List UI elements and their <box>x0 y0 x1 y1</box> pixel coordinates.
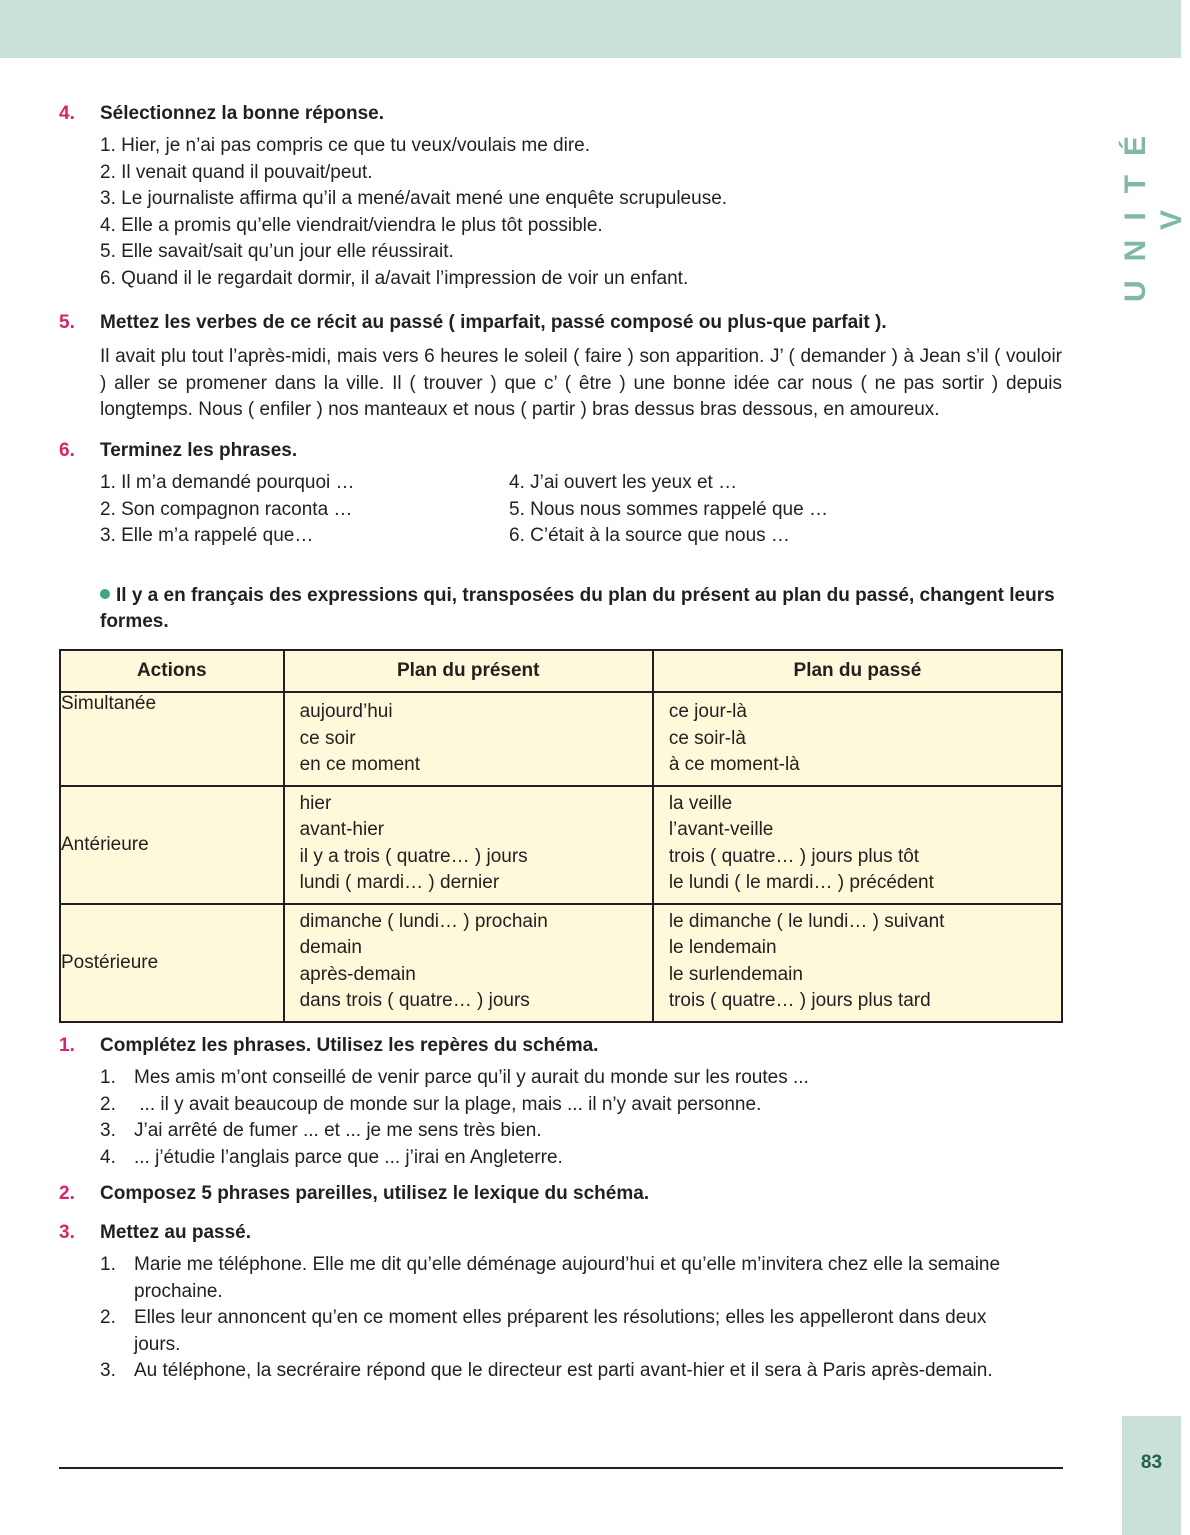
expression: dimanche ( lundi… ) prochain <box>299 910 548 932</box>
expression: le lendemain <box>668 937 777 958</box>
sentence: 3. Elle m’a rappelé que… <box>100 525 314 546</box>
exercise-compose-sentences <box>59 1183 1069 1209</box>
column-header: Actions <box>60 650 284 692</box>
expression: trois ( quatre… ) jours plus tard <box>668 990 931 1011</box>
action-cell: Simultanée <box>60 692 284 786</box>
item-text: J’ai arrêté de fumer ... et ... je me sens très bien. <box>134 1120 542 1141</box>
item-number: 4. <box>100 1146 116 1168</box>
exercise-title: Sélectionnez la bonne réponse. <box>100 103 385 124</box>
sentence: 1. Hier, je n’ai pas compris ce que tu veux/voulais me dire. <box>100 135 591 156</box>
expression: avant-hier <box>299 819 385 840</box>
list-item <box>100 1305 1069 1358</box>
item-text: ... il y avait beaucoup de monde sur la plage, mais ... il n’y avait personne. <box>134 1093 762 1115</box>
exercise-number: 6. <box>59 440 75 461</box>
sentence: 3. Le journaliste affirma qu’il a mené/avait mené une enquête scrupuleuse. <box>100 188 728 209</box>
footer-rule <box>59 1467 1063 1469</box>
exercise-title: Composez 5 phrases pareilles, utilisez le lexique du schéma. <box>100 1183 650 1204</box>
present-cell <box>284 904 653 1022</box>
expression: à ce moment-là <box>668 754 800 775</box>
expression: hier <box>299 792 332 814</box>
item-text: Mes amis m’ont conseillé de venir parce qu’il y aurait du monde sur les routes ... <box>134 1067 809 1088</box>
past-cell <box>653 692 1062 786</box>
unit-side-label: UNITÉ V <box>1119 117 1188 303</box>
list-item <box>100 1252 1069 1305</box>
list-item <box>100 1358 1069 1385</box>
exercise-5 <box>59 312 1069 424</box>
expression: la veille <box>668 792 733 814</box>
exercise-6 <box>59 440 1069 550</box>
item-text: Au téléphone, la secréraire répond que le directeur est parti avant-hier et il sera à Paris après-demain. <box>134 1360 993 1381</box>
list-item <box>100 1092 1069 1119</box>
column-header: Plan du présent <box>284 650 653 692</box>
table-row <box>60 904 1062 1022</box>
list-item <box>100 1118 1069 1145</box>
expression: ce jour-là <box>668 701 747 722</box>
exercise-number: 3. <box>59 1222 75 1243</box>
sentence: 6. C’était à la source que nous … <box>509 525 790 546</box>
exercise-title: Mettez les verbes de ce récit au passé ( imparfait, passé composé ou plus-que parfait ). <box>100 312 887 333</box>
expression: le lundi ( le mardi… ) précédent <box>668 872 934 893</box>
expression: demain <box>299 937 362 958</box>
sentence: 6. Quand il le regardait dormir, il a/avait l’impression de voir un enfant. <box>100 267 689 289</box>
list-item <box>100 1065 1069 1092</box>
list-item <box>100 1145 1069 1172</box>
action-cell: Postérieure <box>60 904 284 1022</box>
grammar-note-text: Il y a en français des expressions qui, transposées du plan du présent au plan du passé, changent leurs formes. <box>100 585 1055 632</box>
sentence: 4. Elle a promis qu’elle viendrait/viendra le plus tôt possible. <box>100 214 603 236</box>
expression: le dimanche ( le lundi… ) suivant <box>668 910 945 932</box>
item-text: ... j’étudie l’anglais parce que ... j’irai en Angleterre. <box>134 1146 563 1168</box>
exercise-complete-sentences <box>59 1035 1069 1171</box>
expression: aujourd’hui <box>299 701 393 722</box>
exercise-text: Il avait plu tout l’après-midi, mais vers 6 heures le soleil ( faire ) son apparition. J’ ( demander ) à Jean s’il ( vouloir ) aller se promener dans la ville. Il ( trouver ) que c’ ( être ) une bonne idée car nous ( ne pas sortir ) depuis longtemps. Nous ( enfiler ) nos manteaux et nous ( partir ) bras dessus bras dessous, en amoureux. <box>100 346 1062 420</box>
item-number: 1. <box>100 1254 116 1275</box>
sentences-right-column <box>509 470 918 550</box>
sentence: 2. Il venait quand il pouvait/peut. <box>100 161 373 183</box>
present-cell <box>284 692 653 786</box>
item-number: 2. <box>100 1093 116 1115</box>
sentence: 5. Nous nous sommes rappelé que … <box>509 498 828 520</box>
item-number: 3. <box>100 1120 116 1141</box>
column-header: Plan du passé <box>653 650 1062 692</box>
table-row <box>60 786 1062 904</box>
exercise-number: 5. <box>59 312 75 333</box>
expression: en ce moment <box>299 754 421 775</box>
item-number: 2. <box>100 1307 116 1328</box>
item-text: Marie me téléphone. Elle me dit qu’elle déménage aujourd’hui et qu’elle m’invitera chez elle la semaine prochaine. <box>134 1254 1001 1302</box>
expression: trois ( quatre… ) jours plus tôt <box>668 845 920 867</box>
time-expressions-table <box>59 649 1063 1023</box>
table-row <box>60 692 1062 786</box>
past-cell <box>653 786 1062 904</box>
sentences-left-column <box>100 470 509 550</box>
grammar-note <box>100 583 1070 635</box>
top-header-band <box>0 0 1181 58</box>
expression: ce soir <box>299 727 356 749</box>
exercise-number: 4. <box>59 103 75 124</box>
exercise-put-in-past <box>59 1222 1069 1385</box>
bullet-icon <box>100 589 110 599</box>
sentence: 4. J’ai ouvert les yeux et … <box>509 472 738 493</box>
expression: il y a trois ( quatre… ) jours <box>299 845 528 867</box>
expression: le surlendemain <box>668 963 803 985</box>
sentence: 5. Elle savait/sait qu’un jour elle réussirait. <box>100 241 454 262</box>
page-number-box <box>1122 1416 1181 1535</box>
exercise-4 <box>59 103 1069 292</box>
expression: lundi ( mardi… ) dernier <box>299 872 500 893</box>
table-header-row <box>60 650 1062 692</box>
item-number: 1. <box>100 1067 116 1088</box>
item-text: Elles leur annoncent qu’en ce moment elles préparent les résolutions; elles les appelleront dans deux jours. <box>134 1307 987 1355</box>
exercise-title: Complétez les phrases. Utilisez les repères du schéma. <box>100 1035 599 1056</box>
item-number: 3. <box>100 1360 116 1381</box>
sentence: 1. Il m’a demandé pourquoi … <box>100 472 355 493</box>
exercise-title: Terminez les phrases. <box>100 440 298 461</box>
exercise-number: 1. <box>59 1035 75 1056</box>
exercise-sentences <box>100 133 1069 292</box>
expression: après-demain <box>299 963 416 985</box>
exercise-title: Mettez au passé. <box>100 1222 251 1243</box>
action-cell: Antérieure <box>60 786 284 904</box>
page-number: 83 <box>1140 1452 1163 1473</box>
expression: l’avant-veille <box>668 819 774 840</box>
exercise-number: 2. <box>59 1183 75 1204</box>
past-cell <box>653 904 1062 1022</box>
expression: ce soir-là <box>668 727 746 749</box>
expression: dans trois ( quatre… ) jours <box>299 990 530 1011</box>
present-cell <box>284 786 653 904</box>
sentence: 2. Son compagnon raconta … <box>100 498 353 520</box>
